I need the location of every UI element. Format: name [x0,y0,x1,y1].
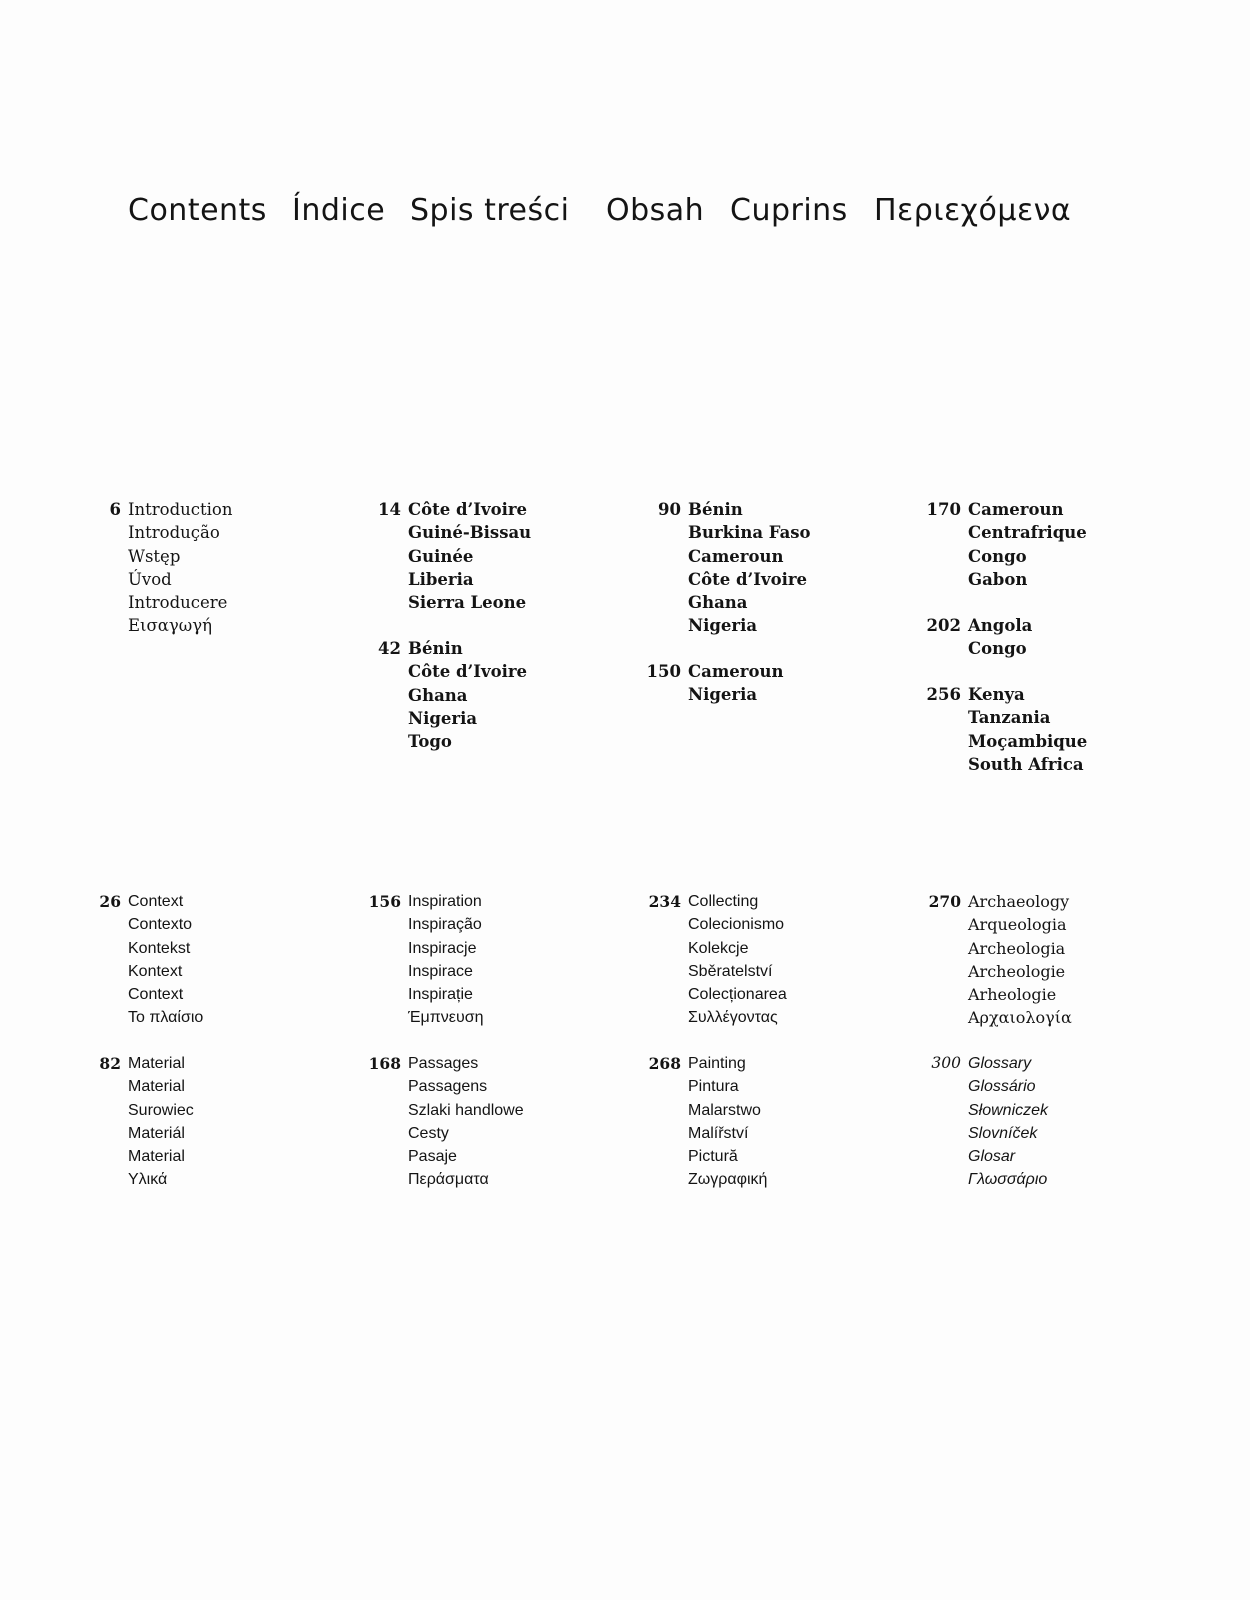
entry-translation: Pasaje [408,1148,457,1166]
entry-translation: Surowiec [128,1101,194,1119]
page-number: 90 [658,500,681,519]
country-name: Bénin [408,639,463,658]
entry-translation: Introdução [128,523,220,543]
entry-translation: Material [128,1148,185,1166]
country-name: South Africa [968,754,1084,774]
entry-translation: Kolekcje [688,939,749,957]
country-name: Ghana [408,685,468,705]
entry-translation: Inspiracje [408,939,477,957]
country-name: Nigeria [688,685,758,705]
entry-translation: Materiál [128,1124,185,1142]
page-number: 26 [99,892,121,911]
page-number: 300 [931,1054,961,1072]
entry-translation: Sběratelství [688,962,773,980]
toc-entry-page-150[interactable] [646,660,918,707]
country-name: Cameroun [968,500,1064,519]
entry-translation: Inspirace [408,962,473,980]
entry-translation: Malířství [688,1124,749,1142]
country-name: Ghana [688,593,748,613]
title-english: Contents [128,193,267,228]
entry-translation: Γλωσσάριο [968,1171,1048,1189]
toc-entry-inspiration[interactable] [368,890,638,1030]
country-name: Tanzania [968,708,1051,728]
entry-translation: Context [128,986,184,1004]
country-name: Cameroun [688,546,784,566]
country-name: Congo [968,639,1027,659]
title-romanian: Cuprins [730,193,848,228]
title-polish: Spis treści [410,193,570,228]
page-number: 82 [99,1054,121,1073]
title-greek: Περιεχόμενα [874,193,1072,228]
country-name: Nigeria [688,616,758,636]
country-name: Guiné-Bissau [408,523,532,543]
country-name: Côte d’Ivoire [688,569,808,589]
title-czech: Obsah [606,193,705,228]
page-number: 270 [928,892,961,911]
entry-translation: Wstęp [128,546,181,566]
toc-entry-page-14[interactable] [378,498,638,614]
country-name: Cameroun [688,662,784,681]
entry-translation: Archeologie [968,961,1066,981]
entry-translation: Υλικά [128,1171,168,1189]
country-name: Gabon [968,569,1028,589]
country-name: Moçambique [968,731,1088,751]
toc-entry-page-202[interactable] [926,614,1198,661]
page-number: 156 [368,892,401,911]
country-name: Togo [408,732,452,752]
entry-translation: Colecționarea [688,986,787,1004]
entry-translation: Arqueologia [968,915,1067,935]
entry-title: Introduction [128,500,233,519]
entry-title: Archaeology [968,892,1070,911]
page-number: 170 [926,500,961,519]
entry-translation: Αρχαιολογία [968,1008,1072,1028]
toc-entry-archaeology[interactable] [928,890,1198,1030]
entry-translation: Περάσματα [408,1171,489,1189]
country-name: Guinée [408,546,474,566]
page-number: 150 [646,662,681,681]
entry-translation: Kontekst [128,939,191,957]
entry-title: Glossary [968,1055,1032,1072]
page-number: 14 [378,500,401,519]
entry-translation: Inspiração [408,916,482,934]
entry-translation: Cesty [408,1124,449,1142]
country-name: Nigeria [408,708,478,728]
page-number: 202 [926,616,961,635]
entry-title: Passages [408,1055,479,1072]
entry-translation: Arheologie [968,985,1057,1005]
entry-translation: Συλλέγοντας [688,1009,778,1027]
entry-title: Context [128,893,184,910]
entry-translation: Archeologia [968,938,1066,958]
entry-translation: Introducere [128,593,228,613]
entry-translation: Pintura [688,1078,739,1096]
entry-translation: Szlaki handlowe [408,1101,524,1119]
toc-entry-page-42[interactable] [378,637,638,753]
entry-translation: Słowniczek [968,1101,1049,1119]
entry-title: Painting [688,1055,746,1072]
entry-translation: Εισαγωγή [128,616,212,636]
toc-entry-material[interactable] [99,1052,358,1192]
entry-translation: Pictură [688,1148,738,1166]
country-name: Côte d’Ivoire [408,500,528,519]
country-name: Centrafrique [968,523,1087,543]
toc-entry-page-90[interactable] [658,498,918,638]
entry-translation: Έμπνευση [408,1009,484,1027]
entry-translation: Passagens [408,1078,488,1096]
entry-translation: Glossário [968,1078,1036,1096]
entry-translation: Glosar [968,1148,1016,1166]
country-name: Burkina Faso [688,523,811,543]
page-number: 268 [648,1054,681,1073]
entry-translation: Ζωγραφική [688,1171,768,1189]
toc-entry-context[interactable] [99,890,358,1030]
country-name: Bénin [688,500,743,519]
entry-title: Inspiration [408,893,482,910]
page-number: 256 [926,685,961,704]
toc-entry-collecting[interactable] [648,890,918,1030]
country-name: Angola [968,616,1033,635]
entry-translation: Το πλαίσιο [128,1009,204,1027]
entry-translation: Contexto [128,916,193,934]
page-number: 6 [109,500,121,519]
country-name: Kenya [968,685,1025,704]
entry-translation: Slovníček [968,1124,1038,1142]
entry-translation: Inspirație [408,986,473,1004]
entry-title: Material [128,1055,185,1072]
country-name: Liberia [408,569,474,589]
entry-translation: Úvod [128,569,172,589]
entry-title: Collecting [688,893,759,910]
toc-entry-page-170[interactable] [926,498,1198,591]
page-number: 234 [648,892,681,911]
entry-translation: Kontext [128,962,183,980]
country-name: Sierra Leone [408,593,527,613]
toc-entry-glossary[interactable] [931,1052,1198,1192]
entry-translation: Colecionismo [688,916,785,934]
entry-translation: Malarstwo [688,1101,761,1119]
entry-translation: Material [128,1078,185,1096]
page-number: 168 [368,1054,401,1073]
page-number: 42 [378,639,401,658]
title-portuguese: Índice [292,193,386,228]
toc-entry-passages[interactable] [368,1052,638,1192]
contents-title-row [128,188,1128,234]
country-name: Congo [968,546,1027,566]
country-name: Côte d’Ivoire [408,662,528,682]
toc-entry-page-256[interactable] [926,683,1198,776]
toc-entry-introduction[interactable] [109,498,358,638]
toc-entry-painting[interactable] [648,1052,918,1192]
